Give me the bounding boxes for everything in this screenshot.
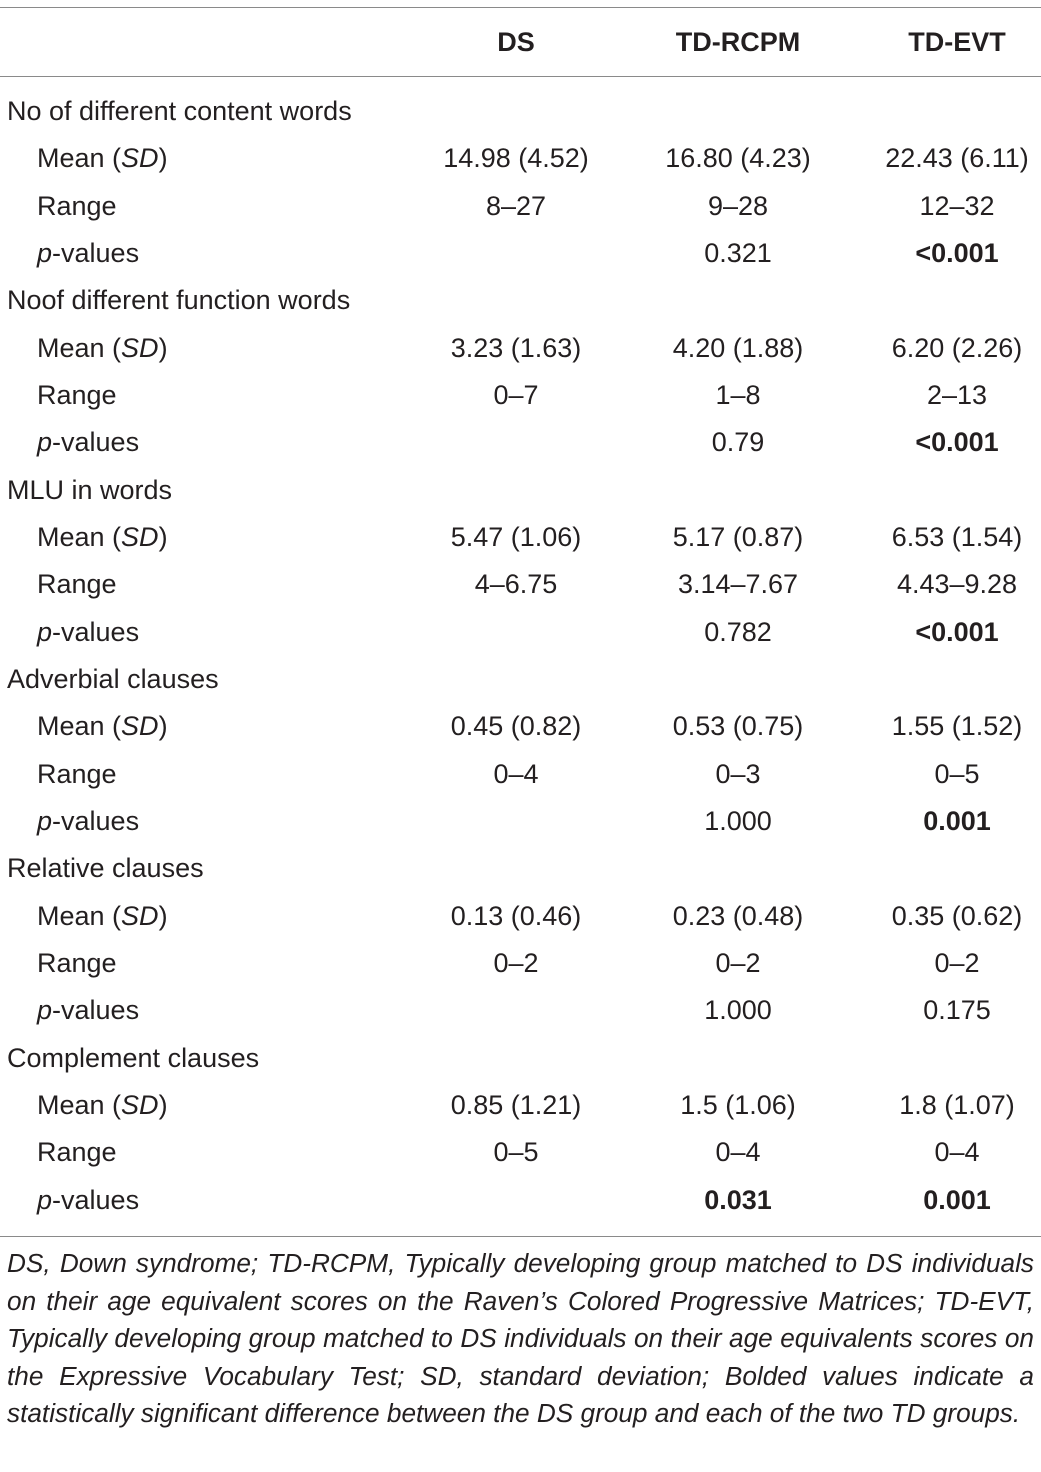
cell-ds: 5.47 (1.06) [450, 521, 582, 552]
cell-ds: 0.45 (0.82) [450, 711, 582, 742]
row-label-pvalues [37, 1177, 139, 1224]
cell-ds: 0–5 [493, 1137, 539, 1168]
row-label-prefix: Mean ( [37, 521, 122, 552]
table-row [0, 940, 1041, 987]
row-label-range: Range [37, 1137, 117, 1168]
row-label-mean [37, 1082, 168, 1129]
cell-ds: 4–6.75 [474, 569, 558, 600]
row-label-suffix: ) [158, 521, 168, 552]
row-label-pvalues [37, 798, 139, 845]
cell-td-evt: 0.001 [923, 805, 991, 836]
table-header-rule [0, 76, 1041, 77]
row-label-suffix: -values [52, 1184, 140, 1215]
cell-td-evt: 1.8 (1.07) [899, 1089, 1015, 1120]
row-label-suffix: -values [52, 995, 140, 1026]
row-label-italic: SD [121, 711, 159, 742]
table-row [0, 561, 1041, 608]
table-row [0, 372, 1041, 419]
row-label-range: Range [37, 758, 117, 789]
table-section-row [0, 1035, 1041, 1082]
table-row [0, 798, 1041, 845]
row-label-pvalues [37, 230, 139, 277]
cell-td-evt: <0.001 [915, 427, 999, 458]
row-label-mean [37, 135, 168, 182]
cell-ds: 14.98 (4.52) [443, 143, 589, 174]
cell-td-rcpm: 1.000 [704, 995, 772, 1026]
table-row [0, 514, 1041, 561]
cell-td-evt: 2–13 [926, 379, 988, 410]
section-title: No of different content words [7, 96, 352, 126]
row-label-italic: p [37, 995, 53, 1026]
cell-td-rcpm: 16.80 (4.23) [665, 143, 811, 174]
cell-td-evt: 0–4 [934, 1137, 980, 1168]
row-label-italic: SD [121, 332, 159, 363]
cell-td-evt: 0.001 [923, 1184, 991, 1215]
cell-td-evt: <0.001 [915, 616, 999, 647]
row-label-italic: p [37, 1184, 53, 1215]
cell-td-rcpm: 0–3 [715, 758, 761, 789]
row-label-mean [37, 325, 168, 372]
cell-td-evt: 0.35 (0.62) [891, 900, 1023, 931]
cell-ds: 0–4 [493, 758, 539, 789]
row-label-suffix: ) [158, 711, 168, 742]
table-top-rule [0, 7, 1041, 8]
table-row [0, 135, 1041, 182]
row-label-range: Range [37, 190, 117, 221]
column-header-td-rcpm: TD-RCPM [675, 27, 801, 57]
section-title: Noof different function words [7, 285, 351, 316]
table-row [0, 703, 1041, 750]
cell-td-evt: 0–5 [934, 758, 980, 789]
cell-ds: 8–27 [485, 190, 547, 221]
table-header-row [0, 20, 1041, 64]
cell-td-evt: <0.001 [915, 237, 999, 268]
column-header-td-evt: TD-EVT [908, 27, 1006, 57]
row-label-italic: SD [121, 143, 159, 174]
cell-td-rcpm: 0.23 (0.48) [672, 900, 804, 931]
cell-td-rcpm: 4.20 (1.88) [672, 332, 804, 363]
row-label-pvalues [37, 987, 139, 1034]
cell-td-evt: 0–2 [934, 947, 980, 978]
cell-ds: 0–7 [493, 379, 539, 410]
cell-td-rcpm: 1.5 (1.06) [680, 1089, 796, 1120]
cell-td-evt: 6.20 (2.26) [891, 332, 1023, 363]
table-row [0, 183, 1041, 230]
section-title: Adverbial clauses [7, 663, 219, 694]
cell-td-rcpm: 0.321 [704, 237, 772, 268]
row-label-prefix: Mean ( [37, 900, 122, 931]
row-label-italic: p [37, 616, 53, 647]
row-label-prefix: Mean ( [37, 711, 122, 742]
cell-td-evt: 12–32 [919, 190, 995, 221]
cell-td-rcpm: 1.000 [704, 805, 772, 836]
table-row [0, 609, 1041, 656]
row-label-suffix: ) [158, 332, 168, 363]
table-row [0, 1177, 1041, 1224]
table-row [0, 893, 1041, 940]
table-section-row [0, 845, 1041, 892]
row-label-suffix: ) [158, 1089, 168, 1120]
row-label-suffix: ) [158, 900, 168, 931]
cell-td-rcpm: 0–4 [715, 1137, 761, 1168]
row-label-suffix: -values [52, 237, 140, 268]
cell-td-rcpm: 0.782 [704, 616, 772, 647]
cell-td-evt: 0.175 [923, 995, 991, 1026]
row-label-pvalues [37, 609, 139, 656]
row-label-suffix: -values [52, 805, 140, 836]
table-row [0, 419, 1041, 466]
table-row [0, 325, 1041, 372]
row-label-italic: SD [121, 900, 159, 931]
table-body [0, 88, 1041, 1224]
row-label-range: Range [37, 379, 117, 410]
row-label-prefix: Mean ( [37, 1089, 122, 1120]
table-section-row [0, 88, 1041, 135]
cell-td-evt: 22.43 (6.11) [885, 143, 1029, 174]
row-label-prefix: Mean ( [37, 143, 122, 174]
table-row [0, 987, 1041, 1034]
row-label-prefix: Mean ( [37, 332, 122, 363]
section-title: Relative clauses [7, 853, 204, 884]
section-title: Complement clauses [7, 1042, 260, 1073]
row-label-mean [37, 893, 168, 940]
cell-td-rcpm: 1–8 [715, 379, 761, 410]
row-label-pvalues [37, 419, 139, 466]
cell-td-rcpm: 9–28 [707, 190, 769, 221]
row-label-mean [37, 514, 168, 561]
column-header-ds: DS [497, 27, 535, 57]
table-section-row [0, 277, 1041, 324]
row-label-suffix: -values [52, 427, 140, 458]
cell-ds: 0.13 (0.46) [450, 900, 582, 931]
cell-ds: 0–2 [493, 947, 539, 978]
cell-td-rcpm: 0.53 (0.75) [672, 711, 804, 742]
row-label-italic: p [37, 805, 53, 836]
cell-td-rcpm: 0.031 [704, 1184, 772, 1215]
cell-td-rcpm: 0–2 [715, 947, 761, 978]
row-label-suffix: -values [52, 616, 140, 647]
table-section-row [0, 467, 1041, 514]
row-label-mean [37, 703, 168, 750]
table-row [0, 751, 1041, 798]
row-label-suffix: ) [158, 143, 168, 174]
table-bottom-rule [0, 1236, 1041, 1237]
row-label-italic: SD [121, 521, 159, 552]
cell-td-rcpm: 5.17 (0.87) [672, 521, 804, 552]
cell-td-rcpm: 0.79 [711, 427, 765, 458]
cell-td-rcpm: 3.14–7.67 [677, 569, 799, 600]
table-row [0, 1082, 1041, 1129]
row-label-italic: p [37, 427, 53, 458]
table-section-row [0, 656, 1041, 703]
row-label-italic: p [37, 237, 53, 268]
cell-ds: 0.85 (1.21) [450, 1089, 582, 1120]
cell-td-evt: 6.53 (1.54) [891, 521, 1023, 552]
section-title: MLU in words [7, 474, 173, 505]
table-row [0, 230, 1041, 277]
cell-td-evt: 1.55 (1.52) [891, 711, 1023, 742]
cell-ds: 3.23 (1.63) [450, 332, 582, 363]
table-footnote: DS, Down syndrome; TD-RCPM, Typically developing group matched to DS individuals on their age equivalent scores on the Raven’s Colored Progressive Matrices; TD-EVT, Typically developing group matched to DS individuals on their age equivalents scores on the Expressive Vocabulary Test; SD, standard deviation; Bolded values indicate a statistically significant difference between the DS group and each of the two TD groups. [7, 1248, 1034, 1428]
cell-td-evt: 4.43–9.28 [896, 569, 1018, 600]
row-label-italic: SD [121, 1089, 159, 1120]
table-row [0, 1129, 1041, 1176]
row-label-range: Range [37, 569, 117, 600]
row-label-range: Range [37, 947, 117, 978]
